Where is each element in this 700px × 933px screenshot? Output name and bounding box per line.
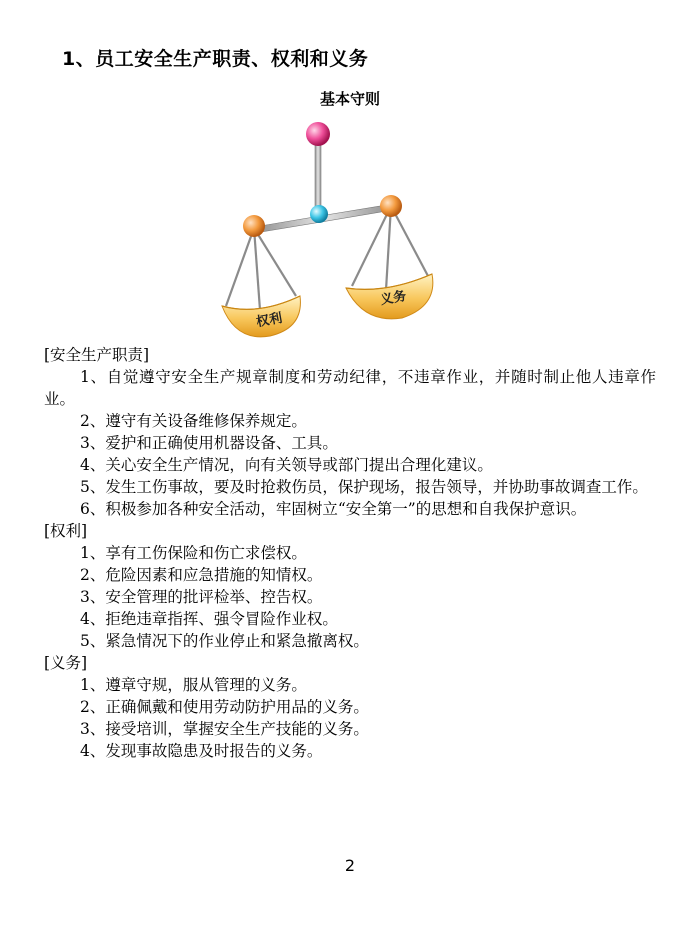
- top-knob: [306, 122, 330, 146]
- section-title-rights: [权利]: [44, 522, 88, 540]
- right-strings: [352, 206, 428, 290]
- right-pan-label: 义务: [379, 288, 408, 309]
- duty-item: 2、遵守有关设备维修保养规定。: [80, 412, 307, 430]
- body-text: [44, 344, 656, 762]
- section-title-duties: [安全生产职责]: [44, 346, 150, 364]
- duty-item: 3、爱护和正确使用机器设备、工具。: [80, 434, 338, 452]
- duty-item: 4、关心安全生产情况，向有关领导或部门提出合理化建议。: [80, 456, 493, 474]
- obligation-item: 2、正确佩戴和使用劳动防护用品的义务。: [80, 698, 369, 716]
- left-strings: [226, 228, 296, 310]
- duty-item: 6、积极参加各种安全活动，牢固树立“安全第一”的思想和自我保护意识。: [80, 500, 587, 518]
- left-pan-label: 权利: [255, 310, 284, 331]
- section-title-obligations: [义务]: [44, 654, 88, 672]
- duty-item: 1、自觉遵守安全生产规章制度和劳动纪律，不违章作业，并随时制止他人违章作业。: [44, 368, 656, 408]
- right-beam-knob: [380, 195, 402, 217]
- pivot-knob: [310, 205, 328, 223]
- obligation-item: 4、发现事故隐患及时报告的义务。: [80, 742, 323, 760]
- right-item: 1、享有工伤保险和伤亡求偿权。: [80, 544, 307, 562]
- right-item: 5、紧急情况下的作业停止和紧急撤离权。: [80, 632, 369, 650]
- right-item: 3、安全管理的批评检举、控告权。: [80, 588, 323, 606]
- scale-post: [315, 136, 321, 214]
- obligation-item: 1、遵章守规，服从管理的义务。: [80, 676, 307, 694]
- balance-scale-illustration: [200, 110, 460, 350]
- section-heading: 1、员工安全生产职责、权利和义务: [62, 48, 369, 70]
- left-beam-knob: [243, 215, 265, 237]
- right-item: 4、拒绝违章指挥、强令冒险作业权。: [80, 610, 338, 628]
- page-number: 2: [344, 856, 356, 875]
- obligation-item: 3、接受培训，掌握安全生产技能的义务。: [80, 720, 369, 738]
- right-item: 2、危险因素和应急措施的知情权。: [80, 566, 323, 584]
- figure-title: 基本守则: [319, 90, 380, 108]
- duty-item: 5、发生工伤事故，要及时抢救伤员，保护现场，报告领导，并协助事故调查工作。: [80, 478, 648, 496]
